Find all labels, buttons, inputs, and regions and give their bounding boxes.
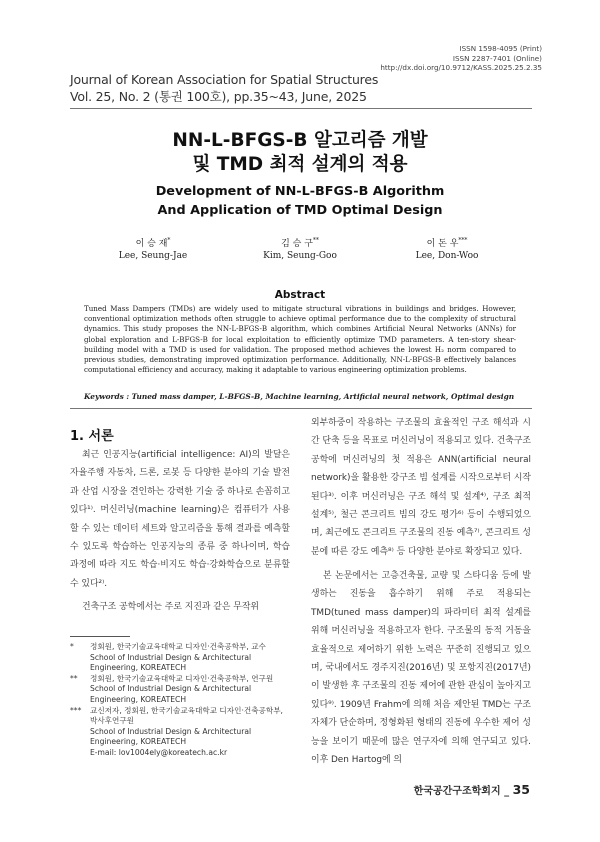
english-title-line1: Development of NN-L-BFGS-B Algorithm — [155, 184, 445, 199]
intro-paragraph-2: 건축구조 공학에서는 주로 지진과 같은 무작위 — [82, 602, 259, 612]
author-2-en: Kim, Seung-Goo — [263, 251, 337, 261]
footnote-3-en2: Engineering, KOREATECH — [90, 737, 187, 747]
footnote-2 — [70, 674, 292, 706]
author-2-mark: ** — [312, 237, 319, 244]
author-1-mark: * — [167, 237, 171, 244]
korean-title-line1: NN-L-BFGS-B 알고리즘 개발 — [172, 130, 428, 151]
intro-paragraph-4: 본 논문에서는 고층건축물, 교량 및 스타디움 등에 발생하는 진동을 흡수하기 위해 주로 적용되는 TMD(tuned mass damper)의 파라미터 최적 설계를 위해 머신러닝을 적용하고자 한다. 구조물의 동적 거동을 효율적으로 제어하기 위한 노력은 꾸준히 진행되고 있으며, 국내에서도 경주지진(2016년) 및 포항지진(2017년)이 발생한 후 구조물의 진동 제어에 관한 관심이 높아지고 있다⁹⁾. 1909년 Frahm에 의해 처음 제안된 TMD는 구조 자체가 단순하며, 정형화된 형태의 진동에 우수한 제어 성능을 보이기 때문에 많은 연구자에 의해 연구되고 있다. 이후 Den Hartog에 의 — [311, 571, 531, 766]
issn-online: ISSN 2287-7401 (Online) — [452, 53, 542, 63]
author-3 — [372, 235, 522, 262]
footnote-2-ko: 정회원, 한국기술교육대학교 디자인·건축공학부, 연구원 — [90, 673, 274, 683]
footnote-3-en1: School of Industrial Design & Architectural — [90, 726, 252, 736]
footnote-1 — [70, 642, 292, 674]
page-number: 35 — [512, 782, 530, 797]
korean-title-line2: 및 TMD 최적 설계의 적용 — [192, 154, 408, 175]
author-1-en: Lee, Seung-Jae — [118, 251, 188, 261]
intro-paragraph-1: 최근 인공지능(artificial intelligence: AI)의 발달은 자율주행 자동차, 드론, 로봇 등 다양한 분야의 기술 발전과 산업 시장을 견인하는 강력한 기술 중 하나로 손꼽히고 있다¹⁾. 머신러닝(machine learning)은 컴퓨터가 사용할 수 있는 데이터 세트와 알고리즘을 통해 결과를 예측할 수 있도록 학습하는 인공지능의 종류 중 하나이며, 학습 과정에 따라 지도 학습·비지도 학습·강화학습으로 분류할 수 있다²⁾. — [70, 450, 290, 589]
footnote-2-en2: Engineering, KOREATECH — [90, 694, 187, 704]
author-3-mark: *** — [458, 237, 468, 244]
author-1 — [78, 235, 228, 262]
footer-journal: 한국공간구조학회지 — [413, 786, 501, 797]
author-2 — [225, 235, 375, 262]
header-rule — [70, 108, 532, 109]
issn-print: ISSN 1598-4095 (Print) — [459, 44, 542, 53]
english-title-line2: And Application of TMD Optimal Design — [157, 203, 443, 218]
author-2-ko: 김 승 구 — [281, 239, 313, 249]
footnote-2-en1: School of Industrial Design & Architectural — [90, 684, 252, 694]
author-3-en: Lee, Don-Woo — [415, 251, 479, 261]
keywords-rule — [70, 408, 532, 409]
journal-name: Journal of Korean Association for Spatial Structures — [70, 72, 379, 87]
intro-paragraph-3: 외부하중이 작용하는 구조물의 효율적인 구조 해석과 시간 단축 등을 목표로 머신러닝이 적용되고 있다. 건축구조 공학에 머신러닝의 첫 적용은 ANN(artificial neural network)을 활용한 강구조 빔 설계를 시작으로부터 시작된다³⁾. 이후 머신러닝은 구조 해석 및 설계⁴⁾, 구조 최적 설계⁵⁾, 철근 콘크리트 빔의 강도 평가⁶⁾ 등이 수행되었으며, 최근에도 콘크리트 구조물의 진동 예측⁷⁾, 콘크리트 성분에 따른 강도 예측⁸⁾ 등 다양한 분야로 확장되고 있다. — [311, 418, 531, 557]
footnote-1-mark: * — [70, 642, 74, 651]
footnote-3-mark: *** — [70, 705, 82, 715]
abstract-heading: Abstract — [274, 289, 326, 301]
keywords: Keywords : Tuned mass damper, L-BFGS-B, Machine learning, Artificial neural network, Optimal design — [84, 392, 515, 401]
footnote-3-ko: 교신저자, 정회원, 한국기술교육대학교 디자인·건축공학부, 박사후연구원 — [90, 705, 283, 726]
footnote-1-en2: Engineering, KOREATECH — [90, 663, 187, 673]
doi-link[interactable]: http://dx.doi.org/10.9712/KASS.2025.25.2.35 — [380, 63, 542, 72]
footnote-1-en1: School of Industrial Design & Architectural — [90, 652, 252, 662]
author-1-ko: 이 승 재 — [135, 239, 168, 249]
journal-volume: Vol. 25, No. 2 (통권 100호), pp.35~43, June, 2025 — [70, 89, 367, 104]
footnote-1-ko: 정회원, 한국기술교육대학교 디자인·건축공학부, 교수 — [90, 642, 266, 651]
author-3-ko: 이 돈 우 — [426, 239, 459, 249]
footnote-3 — [70, 706, 292, 759]
abstract-text: Tuned Mass Dampers (TMDs) are widely used to mitigate structural vibrations in buildings and bridges. However, conventional optimization methods often struggle to achieve optimal performance due to the complexity of structural dynamics. This study proposes the NN-L-BFGS-B algorithm, which combines Artificial Neural Networks (ANNs) for global exploration and L-BFGS-B for local exploitation to efficiently optimize TMD parameters. A ten-story shear-building model with a TMD is used for validation. The proposed method achieves the lowest H₂ norm compared to previous studies, demonstrating improved optimization performance. Additionally, NN-L-BFGS-B effectively balances computational efficiency and accuracy, making it adaptable to various engineering optimization problems. — [84, 304, 516, 375]
footnote-rule — [70, 636, 130, 637]
email[interactable]: E-mail: lov1004ely@koreatech.ac.kr — [90, 747, 228, 757]
issn-doi-block — [380, 44, 542, 73]
section-heading: 1. 서론 — [70, 429, 114, 444]
footnote-2-mark: ** — [70, 673, 78, 683]
footnotes — [70, 642, 292, 759]
page-footer: 한국공간구조학회지 _ 35 — [413, 782, 530, 797]
